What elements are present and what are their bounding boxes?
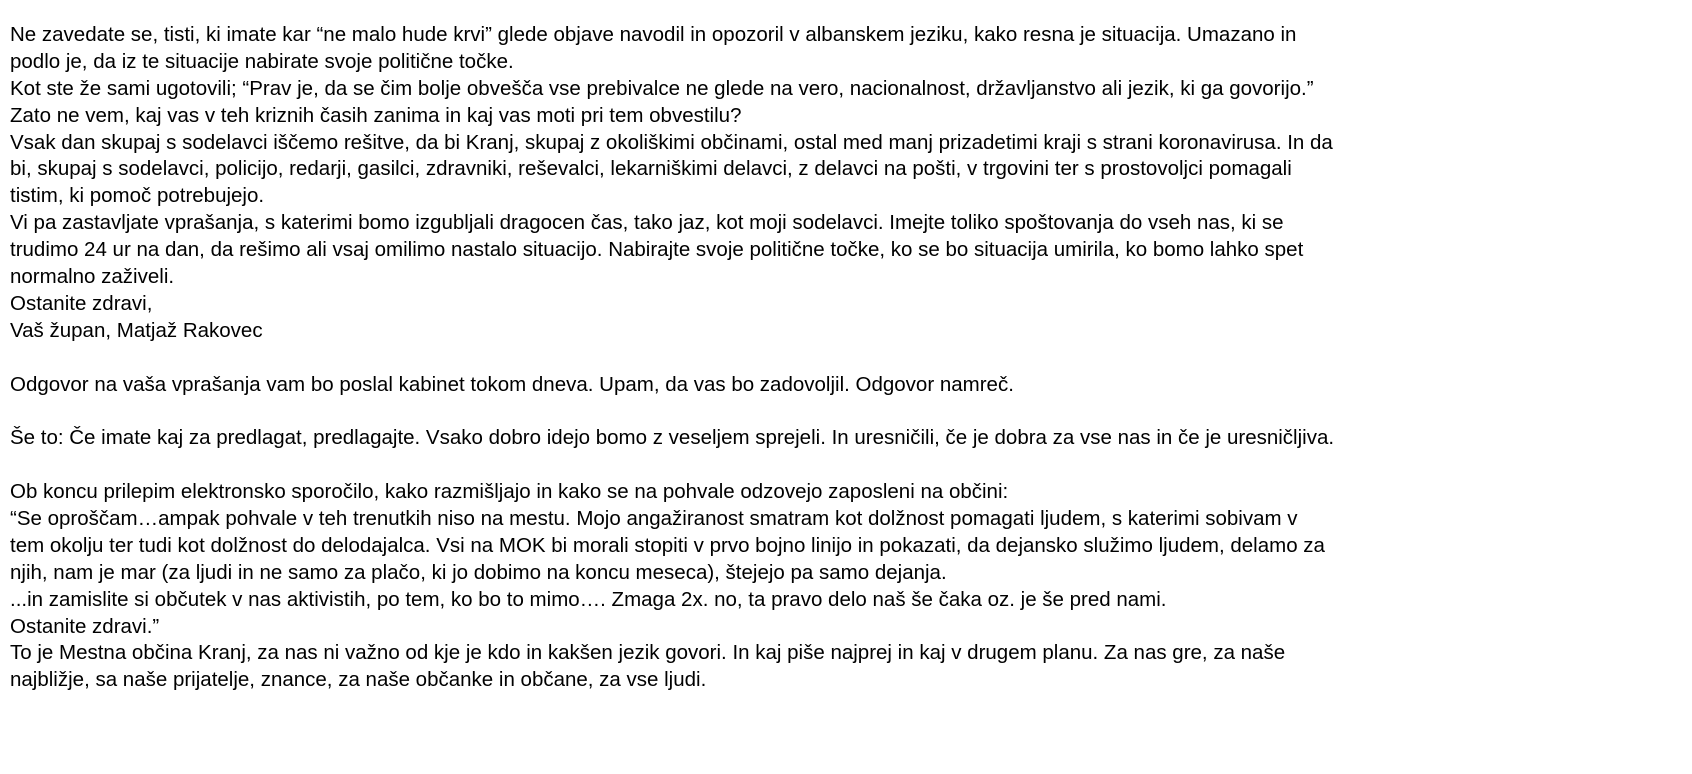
paragraph-spacer xyxy=(10,398,1570,425)
text-line: normalno zaživeli. xyxy=(10,265,175,289)
closing-line: Ostanite zdravi, xyxy=(10,291,153,315)
document-body xyxy=(10,22,1570,694)
text-line: “Se oproščam…ampak pohvale v teh trenutkih niso na mestu. Mojo angažiranost smatram kot dolžnost pomagati ljudem, s katerimi sobivam v xyxy=(10,507,1298,531)
text-line: podlo je, da iz te situacije nabirate svoje politične točke. xyxy=(10,49,514,73)
text-line: trudimo 24 ur na dan, da rešimo ali vsaj omilimo nastalo situacijo. Nabirajte svoje politične točke, ko se bo situacija umirila, ko bomo lahko spet xyxy=(10,238,1304,262)
text-line: Odgovor na vaša vprašanja vam bo poslal kabinet tokom dneva. Upam, da vas bo zadovoljil. Odgovor namreč. xyxy=(10,372,1014,396)
text-line: tem okolju ter tudi kot dolžnost do delodajalca. Vsi na MOK bi morali stopiti v prvo bojno linijo in pokazati, da dejansko služimo ljudem, delamo za xyxy=(10,533,1325,557)
text-line: bi, skupaj s sodelavci, policijo, redarji, gasilci, zdravniki, reševalci, lekarniškimi delavci, z delavci na pošti, v trgovini ter s prostovoljci pomagali xyxy=(10,157,1292,181)
paragraph-reply-to-critics xyxy=(10,22,1570,345)
text-line: Kot ste že sami ugotovili; “Prav je, da se čim bolje obvešča vse prebivalce ne glede na vero, nacionalnost, državljanstvo ali jezik, ki ga govorijo.” xyxy=(10,76,1314,100)
text-line: Vsak dan skupaj s sodelavci iščemo rešitve, da bi Kranj, skupaj z okoliškimi občinami, ostal med manj prizadetimi kraji s strani koronavirusa. In da xyxy=(10,130,1333,154)
paragraph-spacer xyxy=(10,452,1570,479)
text-line: tistim, ki pomoč potrebujejo. xyxy=(10,184,265,208)
text-line: To je Mestna občina Kranj, za nas ni važno od kje je kdo in kakšen jezik govori. In kaj piše najprej in kaj v drugem planu. Za nas gre, za naše xyxy=(10,641,1286,665)
signature-line: Vaš župan, Matjaž Rakovec xyxy=(10,318,263,342)
text-line: Ob koncu prilepim elektronsko sporočilo, kako razmišljajo in kako se na pohvale odzovejo zaposleni na občini: xyxy=(10,480,1009,504)
paragraph-suggestions xyxy=(10,425,1570,452)
text-line: Ne zavedate se, tisti, ki imate kar “ne malo hude krvi” glede objave navodil in opozoril v albanskem jeziku, kako resna je situacija. Umazano in xyxy=(10,23,1297,46)
text-line: najbližje, sa naše prijatelje, znance, za naše občanke in občane, za vse ljudi. xyxy=(10,668,707,692)
text-line: Zato ne vem, kaj vas v teh kriznih časih zanima in kaj vas moti pri tem obvestilu? xyxy=(10,103,742,127)
paragraph-answer-notice xyxy=(10,372,1570,399)
text-line: Ostanite zdravi.” xyxy=(10,614,160,638)
paragraph-quoted-email xyxy=(10,479,1570,694)
text-line: ...in zamislite si občutek v nas aktivistih, po tem, ko bo to mimo…. Zmaga 2x. no, ta pravo delo naš še čaka oz. je še pred nami. xyxy=(10,587,1167,611)
text-line: Vi pa zastavljate vprašanja, s katerimi bomo izgubljali dragocen čas, tako jaz, kot moji sodelavci. Imejte toliko spoštovanja do vseh nas, ki se xyxy=(10,211,1284,235)
text-line: Še to: Če imate kaj za predlagat, predlagajte. Vsako dobro idejo bomo z veseljem sprejeli. In uresničili, če je dobra za vse nas in če je uresničljiva. xyxy=(10,426,1335,450)
text-line: njih, nam je mar (za ljudi in ne samo za plačo, ki jo dobimo na koncu meseca), štejejo pa samo dejanja. xyxy=(10,560,947,584)
paragraph-spacer xyxy=(10,345,1570,372)
